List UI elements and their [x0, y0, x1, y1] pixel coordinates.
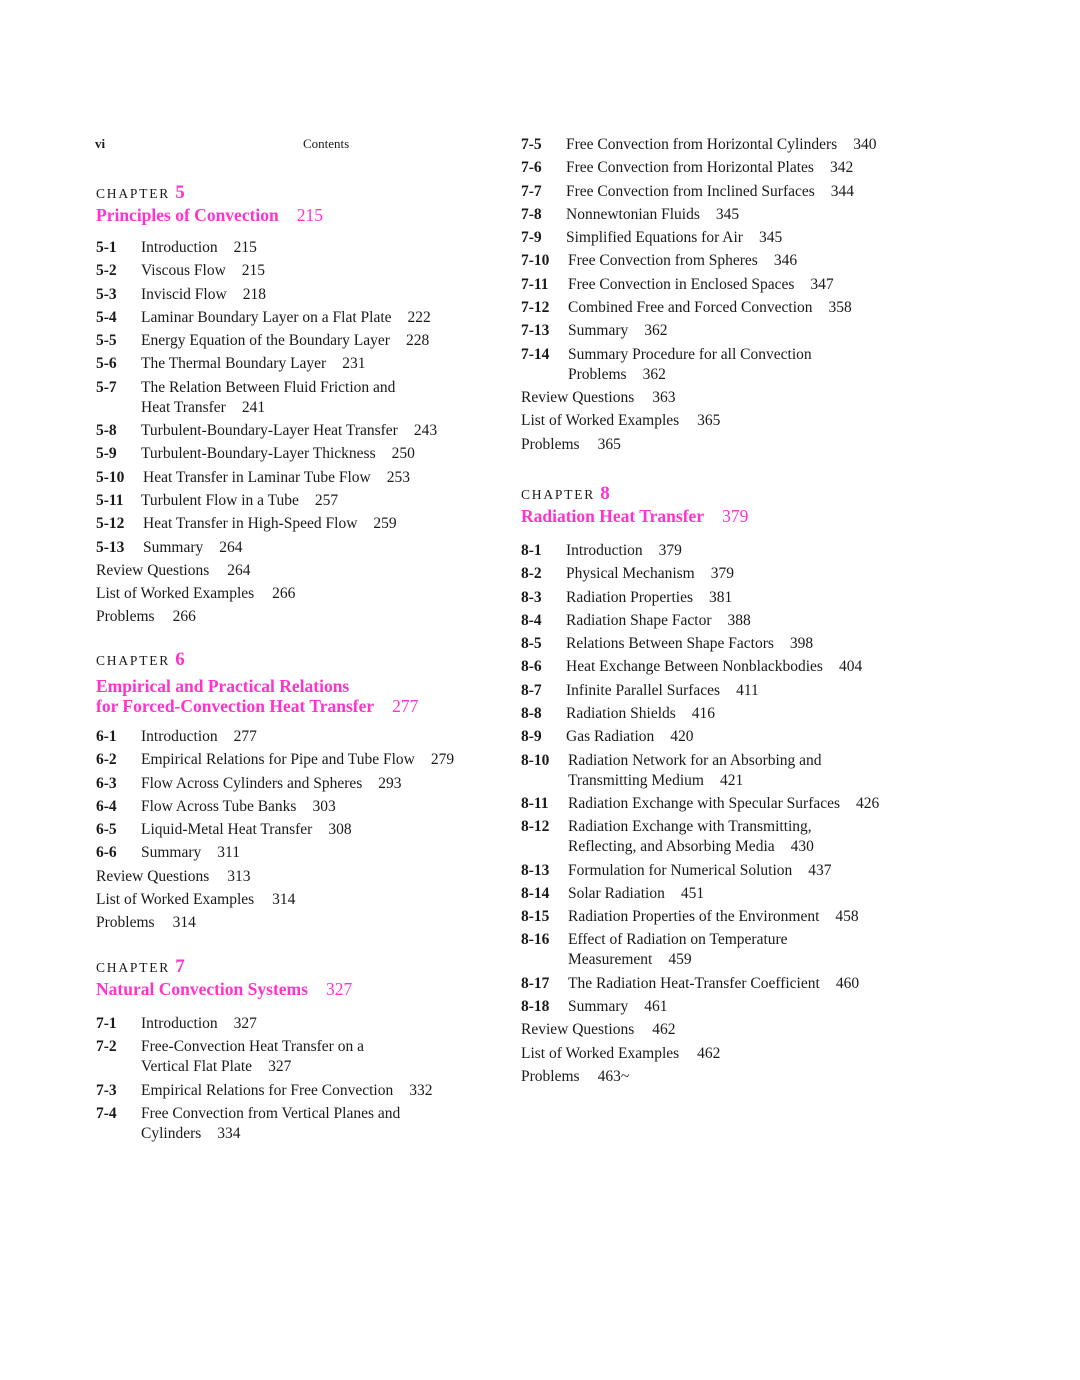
- chapter-title-line-2: for Forced-Convection Heat Transfer: [96, 696, 375, 716]
- section-page: 459: [668, 951, 692, 969]
- section-title: Introduction: [141, 728, 218, 745]
- section-page: 218: [242, 285, 266, 303]
- section-page: 430: [790, 838, 814, 856]
- section-page: 347: [810, 275, 834, 293]
- problems: Problems 463~: [521, 1067, 630, 1085]
- chapter-number: 5: [175, 182, 185, 203]
- chapter-label: CHAPTER: [96, 960, 171, 975]
- chapter-title-text: Principles of Convection: [96, 205, 279, 225]
- toc-entry: [96, 468, 526, 488]
- chapter-title: [96, 205, 516, 225]
- section-title: Summary: [568, 322, 629, 340]
- section-number: 8-8: [521, 705, 542, 723]
- toc-entry: [96, 843, 526, 863]
- section-number: 7-2: [96, 1038, 117, 1056]
- chapter-6-entries: [96, 727, 526, 937]
- toc-entry: [521, 884, 951, 904]
- section-title: Heat Transfer in Laminar Tube Flow: [143, 468, 371, 486]
- review-questions: Review Questions 363: [521, 388, 676, 406]
- toc-entry: [96, 331, 526, 351]
- chapter-title: [521, 506, 941, 526]
- section-page: 421: [719, 771, 744, 789]
- section-number: 5-10: [96, 468, 125, 486]
- section-page: 327: [268, 1058, 292, 1076]
- section-number: 8-17: [521, 974, 550, 992]
- section-number: 6-1: [96, 728, 117, 745]
- running-head-page-number: vi: [95, 136, 106, 151]
- section-number: 8-15: [521, 908, 550, 926]
- section-page: 458: [835, 908, 859, 926]
- toc-entry: [96, 354, 526, 374]
- toc-entry: [96, 261, 526, 281]
- toc-entry: [521, 182, 951, 202]
- section-page: 460: [835, 974, 860, 992]
- review-questions: Review Questions 264: [96, 561, 251, 579]
- section-title: Free Convection in Enclosed Spaces: [568, 275, 795, 293]
- section-title: Gas Radiation: [566, 728, 655, 746]
- toc-entry: [96, 820, 526, 840]
- section-title: Introduction: [141, 239, 218, 256]
- section-number: 8-16: [521, 931, 550, 949]
- chapter-page: 379: [722, 506, 749, 526]
- chapter-number: 8: [600, 483, 610, 504]
- toc-entry: [96, 308, 526, 328]
- section-title: Introduction: [141, 1015, 218, 1032]
- section-page: 342: [829, 159, 854, 177]
- section-number: 7-4: [96, 1104, 117, 1122]
- section-page: 259: [373, 515, 397, 533]
- section-page: 416: [691, 705, 716, 723]
- section-title: The Relation Between Fluid Friction and Heat Transfer: [141, 378, 396, 416]
- section-number: 5-5: [96, 332, 117, 350]
- section-number: 5-6: [96, 355, 117, 373]
- section-page: 344: [830, 182, 855, 200]
- section-number: 8-14: [521, 884, 550, 902]
- section-title: Combined Free and Forced Convection: [568, 299, 813, 317]
- section-number: 8-7: [521, 681, 542, 699]
- chapter-label: CHAPTER: [96, 186, 171, 201]
- section-number: 7-7: [521, 182, 542, 200]
- toc-entry: [96, 774, 526, 794]
- chapter-title-text: Radiation Heat Transfer: [521, 506, 705, 526]
- toc-entry: [96, 444, 526, 464]
- worked-examples: List of Worked Examples 462: [521, 1044, 721, 1062]
- worked-examples: List of Worked Examples 365: [521, 412, 721, 430]
- section-title: The Thermal Boundary Layer: [141, 355, 327, 373]
- section-page: 404: [838, 658, 863, 676]
- chapter-5-heading: [96, 181, 516, 225]
- section-title: Turbulent-Boundary-Layer Heat Transfer: [141, 422, 398, 440]
- toc-entry: [521, 205, 951, 225]
- section-number: 5-9: [96, 445, 117, 463]
- section-page: 346: [773, 252, 798, 270]
- toc-entry: [96, 378, 396, 418]
- section-page: 437: [808, 861, 832, 879]
- section-page: 250: [391, 445, 415, 463]
- worked-examples: List of Worked Examples 266: [96, 585, 296, 603]
- chapter-page: 215: [296, 205, 324, 225]
- section-title: Empirical Relations for Pipe and Tube Flow: [141, 751, 415, 769]
- section-number: 6-5: [96, 821, 117, 839]
- section-title: Radiation Shields: [566, 705, 676, 723]
- toc-entry: [521, 974, 951, 994]
- toc-entry: [96, 1104, 406, 1144]
- section-title: Infinite Parallel Surfaces: [566, 681, 721, 699]
- chapter-title: [96, 676, 516, 716]
- section-title: Heat Transfer in High-Speed Flow: [143, 515, 358, 533]
- section-title: Free-Convection Heat Transfer on a Vertical Flat Plate: [141, 1038, 364, 1076]
- section-number: 7-9: [521, 229, 542, 247]
- section-title: Free Convection from Inclined Surfaces: [566, 182, 815, 200]
- section-title: Heat Exchange Between Nonblackbodies: [566, 658, 823, 676]
- section-title: Summary: [143, 538, 204, 556]
- section-page: 345: [715, 205, 740, 223]
- section-title: Nonnewtonian Fluids: [566, 205, 700, 223]
- toc-entry: [521, 158, 951, 178]
- chapter-8-heading: [521, 482, 941, 526]
- section-number: 7-11: [521, 275, 549, 293]
- toc-entry: [96, 797, 526, 817]
- section-page: 222: [407, 308, 431, 326]
- section-number: 8-12: [521, 818, 550, 836]
- toc-entry: [521, 861, 951, 881]
- chapter-7-heading: [96, 955, 516, 999]
- toc-entry: [521, 345, 851, 385]
- chapter-7-entries-part-2: [521, 135, 951, 458]
- section-title: Viscous Flow: [141, 262, 226, 280]
- section-number: 8-4: [521, 611, 542, 629]
- section-title: Energy Equation of the Boundary Layer: [141, 332, 390, 350]
- section-number: 8-11: [521, 794, 549, 812]
- section-title: Flow Across Cylinders and Spheres: [141, 774, 363, 792]
- section-page: 264: [219, 538, 243, 556]
- toc-entry: [521, 634, 951, 654]
- chapter-page: 327: [325, 979, 353, 999]
- section-title: Empirical Relations for Free Convection: [141, 1081, 394, 1099]
- toc-entry: [96, 750, 526, 770]
- section-number: 7-10: [521, 252, 550, 270]
- toc-entry: [96, 538, 526, 558]
- chapter-6-heading: [96, 648, 516, 716]
- toc-entry: [96, 421, 526, 441]
- toc-entry: [521, 657, 951, 677]
- section-title: Radiation Properties of the Environment: [568, 908, 820, 926]
- toc-entry: [96, 285, 526, 305]
- section-number: 8-6: [521, 658, 542, 676]
- section-number: 5-12: [96, 515, 125, 533]
- section-number: 7-14: [521, 345, 550, 363]
- toc-entry: [521, 251, 951, 271]
- section-page: 340: [853, 136, 877, 153]
- section-number: 7-5: [521, 136, 542, 153]
- section-number: 6-6: [96, 844, 117, 862]
- section-page: 228: [405, 332, 430, 350]
- section-title: Summary Procedure for all Convection Problems: [568, 345, 812, 383]
- section-number: 7-1: [96, 1015, 117, 1032]
- section-page: 308: [328, 821, 352, 839]
- toc-entry: [521, 727, 951, 747]
- section-number: 8-9: [521, 728, 542, 746]
- section-title: Flow Across Tube Banks: [141, 797, 297, 815]
- chapter-number: 7: [175, 956, 185, 977]
- section-number: 8-5: [521, 635, 542, 653]
- chapter-5-entries: [96, 238, 526, 631]
- section-page: 215: [233, 239, 257, 256]
- section-number: 5-7: [96, 378, 117, 396]
- section-number: 8-13: [521, 861, 550, 879]
- section-title: Free Convection from Horizontal Cylinders: [566, 136, 838, 153]
- chapter-label: CHAPTER: [96, 653, 171, 668]
- section-title: Formulation for Numerical Solution: [568, 861, 793, 879]
- chapter-title-text: Natural Convection Systems: [96, 979, 308, 999]
- section-page: 243: [413, 422, 438, 440]
- section-number: 5-2: [96, 262, 117, 280]
- toc-entry: [521, 611, 951, 631]
- section-page: 253: [386, 468, 411, 486]
- section-page: 461: [644, 998, 668, 1016]
- section-title: Radiation Network for an Absorbing and Transmitting Medium: [568, 751, 822, 789]
- section-page: 388: [727, 611, 751, 629]
- section-page: 231: [342, 355, 366, 373]
- toc-entry: [521, 541, 951, 561]
- section-title: Radiation Shape Factor: [566, 611, 712, 629]
- section-number: 7-3: [96, 1081, 117, 1099]
- chapter-7-entries-part-1: [96, 1014, 526, 1147]
- toc-entry: [521, 751, 851, 791]
- worked-examples: List of Worked Examples 314: [96, 891, 296, 909]
- toc-entry: [96, 1081, 526, 1101]
- chapter-title-line-1: Empirical and Practical Relations: [96, 676, 350, 696]
- section-title: Radiation Exchange with Specular Surfaces: [568, 794, 841, 812]
- toc-entry: [521, 564, 951, 584]
- section-title: Introduction: [566, 542, 643, 559]
- section-number: 7-13: [521, 322, 550, 340]
- section-number: 8-3: [521, 588, 542, 606]
- section-title: Radiation Properties: [566, 588, 693, 606]
- toc-entry: [521, 930, 851, 970]
- section-title: Turbulent-Boundary-Layer Thickness: [141, 445, 376, 463]
- section-number: 5-11: [96, 491, 124, 509]
- section-number: 5-13: [96, 538, 125, 556]
- section-title: Free Convection from Horizontal Plates: [566, 159, 814, 177]
- running-head-title: Contents: [303, 136, 350, 151]
- toc-entry: [521, 704, 951, 724]
- section-title: Effect of Radiation on Temperature Measurement: [568, 931, 788, 969]
- section-page: 379: [658, 542, 682, 559]
- toc-entry: [521, 681, 951, 701]
- section-page: 381: [709, 588, 733, 606]
- toc-entry: [521, 135, 951, 155]
- section-page: 420: [670, 728, 694, 746]
- section-title: Relations Between Shape Factors: [566, 635, 774, 653]
- chapter-title: [96, 979, 516, 999]
- chapter-label: CHAPTER: [521, 487, 596, 502]
- section-number: 5-8: [96, 422, 117, 440]
- section-title: Radiation Exchange with Transmitting, Reflecting, and Absorbing Media: [568, 818, 812, 856]
- section-number: 6-2: [96, 751, 117, 769]
- section-page: 215: [241, 262, 266, 280]
- toc-entry: [521, 228, 951, 248]
- section-title: Solar Radiation: [568, 884, 665, 902]
- section-title: Simplified Equations for Air: [566, 229, 743, 247]
- section-number: 7-12: [521, 299, 550, 317]
- section-page: 451: [680, 884, 705, 902]
- toc-entry: [521, 321, 951, 341]
- section-number: 8-1: [521, 542, 542, 559]
- section-page: 345: [758, 229, 783, 247]
- section-number: 8-10: [521, 751, 550, 769]
- toc-entry: [521, 817, 861, 857]
- section-page: 303: [312, 797, 336, 815]
- toc-entry: [96, 1014, 526, 1034]
- section-title: The Radiation Heat-Transfer Coefficient: [568, 974, 820, 992]
- section-page: 362: [642, 365, 666, 383]
- toc-entry: [521, 907, 951, 927]
- chapter-number: 6: [175, 649, 185, 670]
- section-title: Turbulent Flow in a Tube: [141, 491, 299, 509]
- toc-entry: [521, 298, 951, 318]
- section-title: Free Convection from Spheres: [568, 252, 758, 270]
- section-title: Laminar Boundary Layer on a Flat Plate: [141, 308, 392, 326]
- chapter-8-entries: [521, 541, 951, 1090]
- section-page: 358: [828, 299, 852, 317]
- section-page: 241: [241, 398, 266, 416]
- section-page: 411: [736, 681, 759, 699]
- section-page: 332: [409, 1081, 433, 1099]
- section-title: Liquid-Metal Heat Transfer: [141, 821, 313, 839]
- section-title: Summary: [141, 844, 202, 862]
- section-page: 362: [644, 322, 668, 340]
- section-page: 311: [217, 844, 240, 862]
- problems: Problems 266: [96, 608, 196, 626]
- toc-entry: [96, 238, 526, 258]
- section-page: 277: [233, 728, 257, 745]
- section-page: 279: [430, 751, 455, 769]
- section-page: 257: [314, 491, 339, 509]
- section-page: 426: [856, 794, 880, 812]
- chapter-page: 277: [392, 696, 419, 716]
- section-page: 398: [789, 635, 814, 653]
- section-page: 327: [233, 1015, 257, 1032]
- section-number: 7-8: [521, 205, 542, 223]
- toc-entry: [521, 794, 951, 814]
- review-questions: Review Questions 462: [521, 1021, 676, 1039]
- section-number: 5-1: [96, 239, 117, 256]
- section-page: 293: [378, 774, 402, 792]
- problems: Problems 365: [521, 435, 621, 453]
- section-number: 8-2: [521, 565, 542, 583]
- section-number: 8-18: [521, 998, 550, 1016]
- section-number: 5-3: [96, 285, 117, 303]
- toc-entry: [96, 727, 526, 747]
- toc-entry: [96, 514, 526, 534]
- toc-entry: [521, 588, 951, 608]
- problems: Problems 314: [96, 914, 196, 932]
- toc-entry: [96, 491, 526, 511]
- section-number: 6-4: [96, 797, 117, 815]
- toc-entry: [521, 275, 951, 295]
- section-number: 5-4: [96, 308, 117, 326]
- section-page: 379: [710, 565, 734, 583]
- review-questions: Review Questions 313: [96, 867, 251, 885]
- toc-entry: [521, 997, 951, 1017]
- toc-entry: [96, 1037, 396, 1077]
- section-title: Inviscid Flow: [141, 285, 227, 303]
- section-page: 334: [217, 1124, 241, 1142]
- section-title: Summary: [568, 998, 629, 1016]
- section-title: Free Convection from Vertical Planes and Cylinders: [141, 1104, 401, 1142]
- section-number: 7-6: [521, 159, 542, 177]
- section-number: 6-3: [96, 774, 117, 792]
- section-title: Physical Mechanism: [566, 565, 695, 583]
